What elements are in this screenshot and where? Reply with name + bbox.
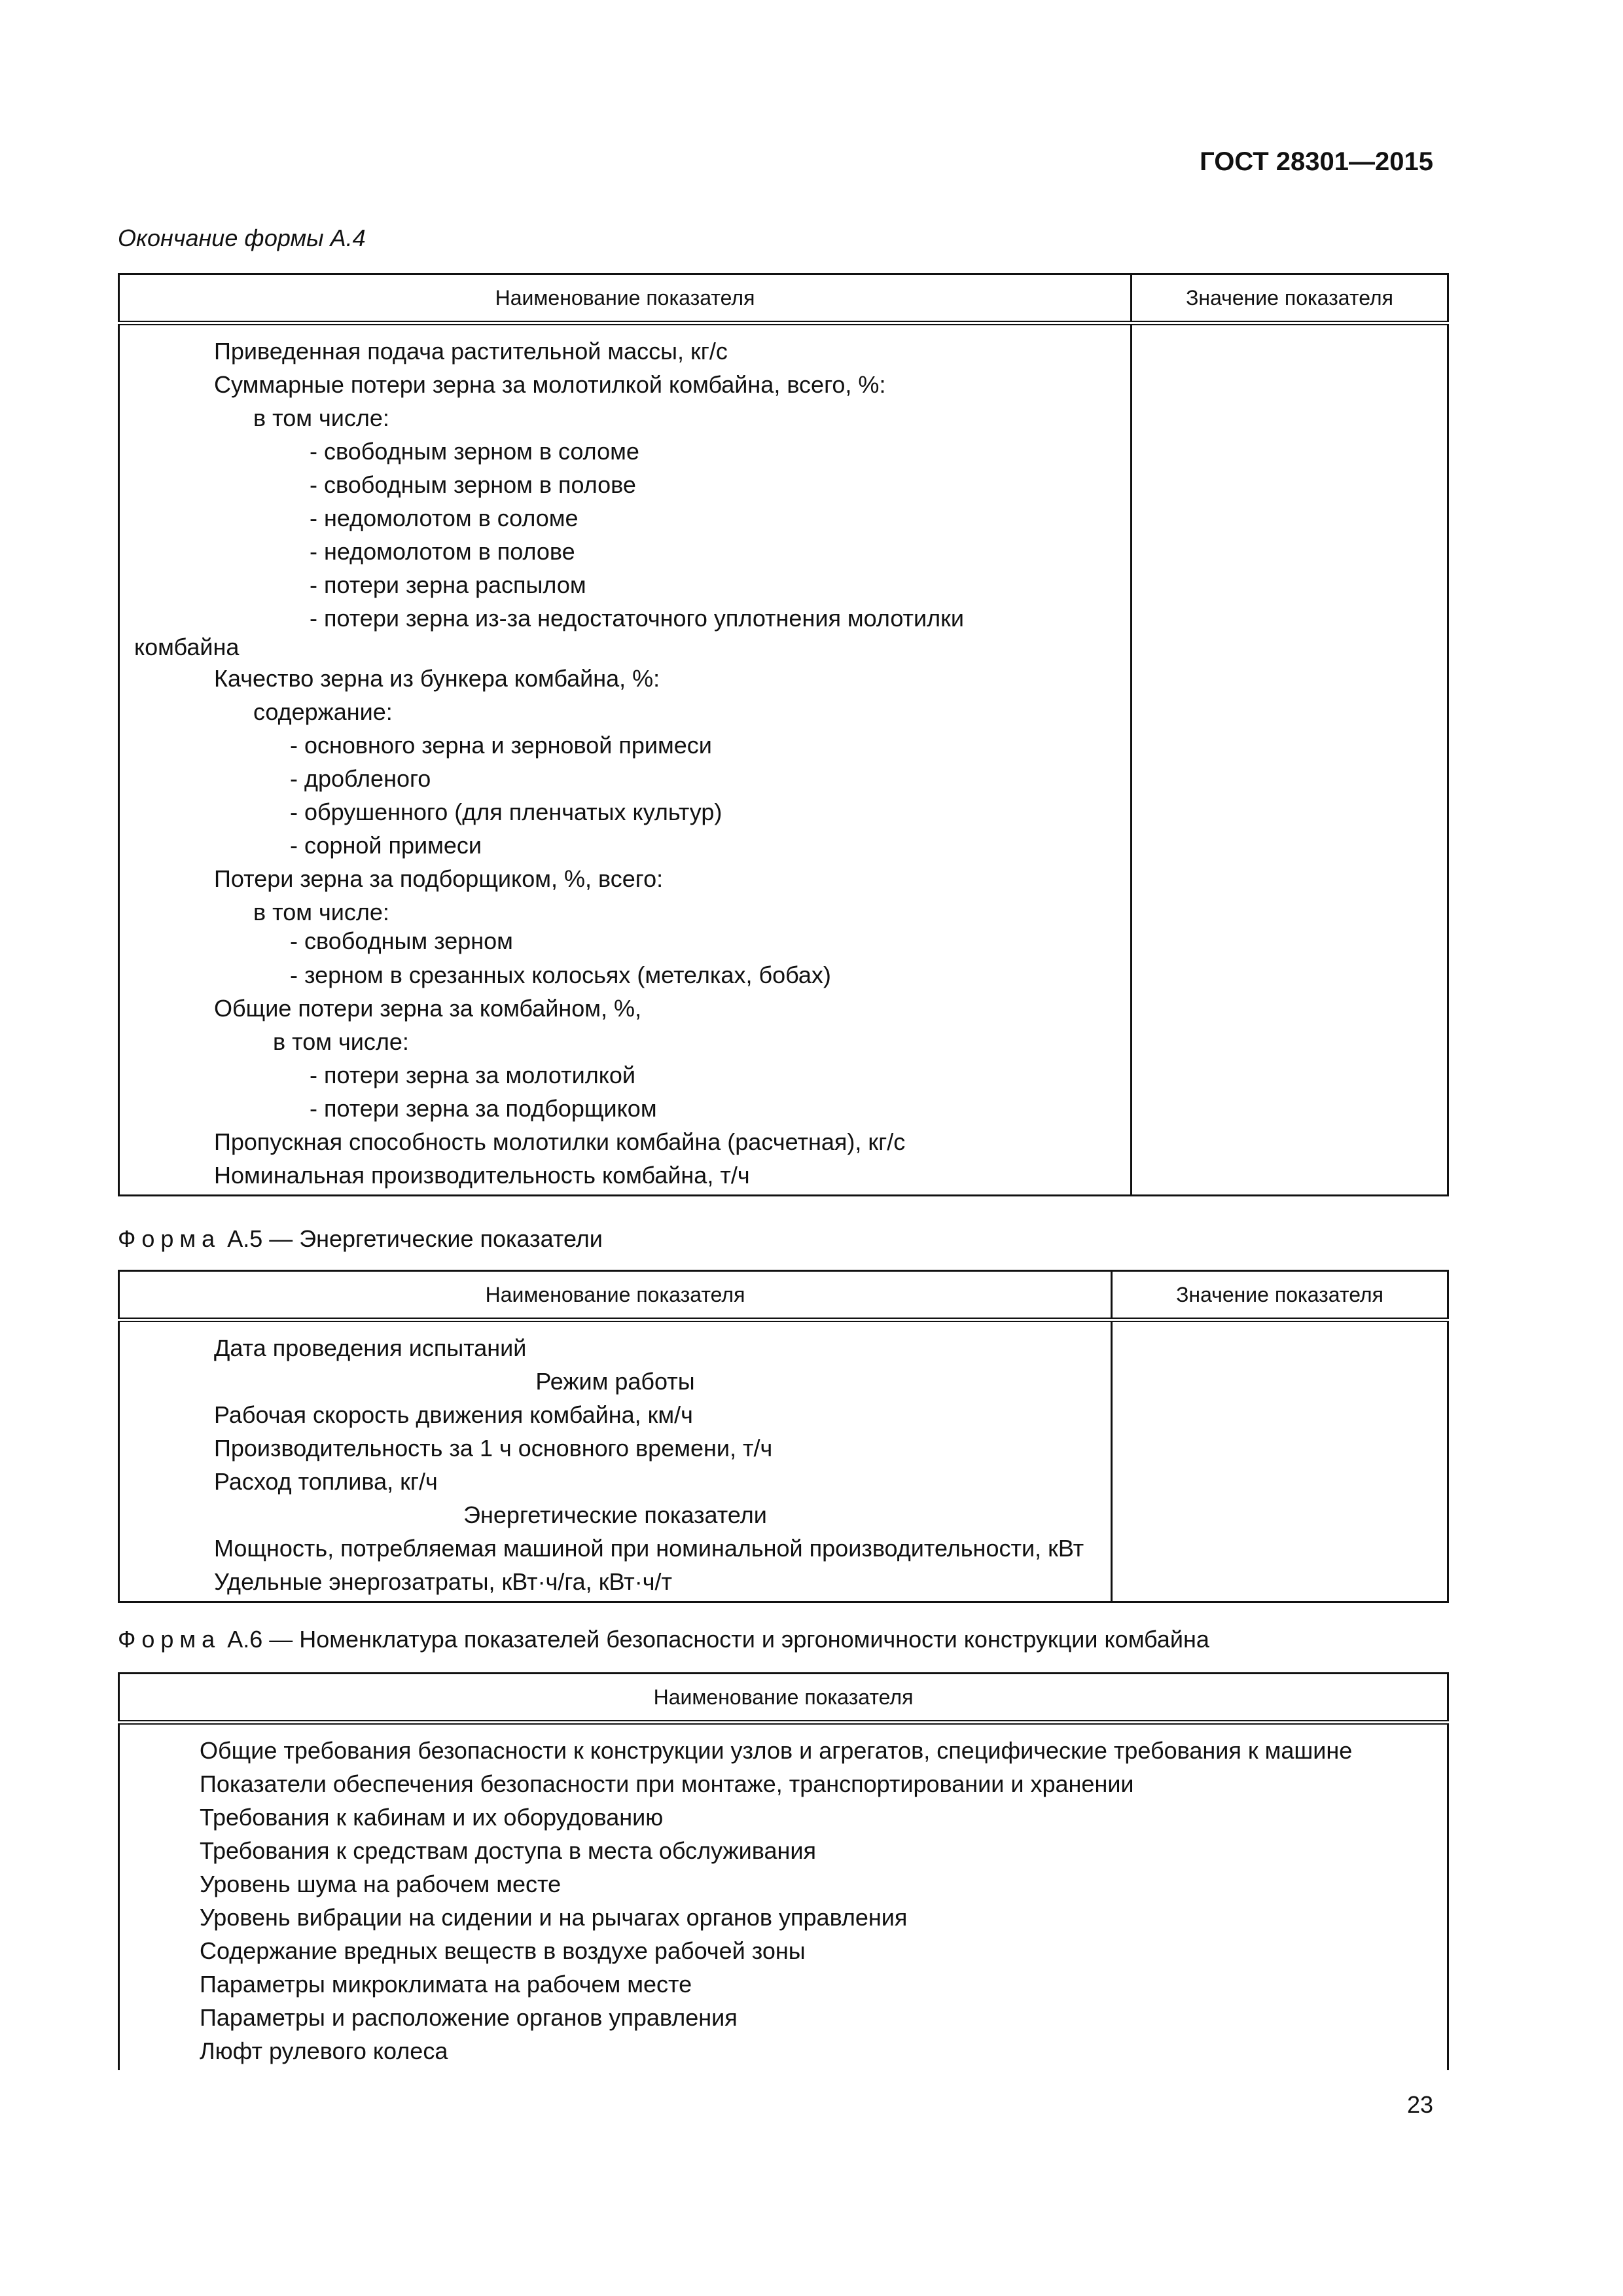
- table-row: Расход топлива, кг/ч: [214, 1468, 438, 1495]
- table-row: Мощность, потребляемая машиной при номинальной производительности, кВт: [214, 1535, 1084, 1562]
- form-label: Форма: [118, 1626, 221, 1653]
- form-a5-table: [118, 1270, 1449, 1603]
- table-row: в том числе:: [253, 404, 389, 431]
- table-row: Номинальная производительность комбайна, т/ч: [214, 1162, 750, 1189]
- table-row: - дробленого: [290, 765, 431, 792]
- table-row: Требования к средствам доступа в места обслуживания: [200, 1837, 816, 1864]
- table-row: - сорной примеси: [290, 832, 482, 859]
- column-header-name: Наименование показателя: [119, 1674, 1448, 1723]
- table-row: содержание:: [253, 698, 393, 725]
- table-row: - потери зерна за молотилкой: [310, 1062, 636, 1088]
- form-a5-title: [118, 1225, 603, 1253]
- table-row: Общие требования безопасности к конструкции узлов и агрегатов, специфические требования к машине: [200, 1737, 1353, 1764]
- table-row: Содержание вредных веществ в воздухе рабочей зоны: [200, 1937, 806, 1964]
- column-header-name: Наименование показателя: [119, 1271, 1112, 1320]
- form-a6-title: [118, 1626, 1209, 1653]
- table-row: Дата проведения испытаний: [214, 1335, 527, 1361]
- table-row: Параметры микроклимата на рабочем месте: [200, 1971, 692, 1998]
- table-row: Качество зерна из бункера комбайна, %:: [214, 665, 660, 692]
- column-header-name: Наименование показателя: [119, 274, 1132, 323]
- table-row: Параметры и расположение органов управления: [200, 2004, 738, 2031]
- form-title-text: А.6 — Номенклатура показателей безопасности и эргономичности конструкции комбайна: [227, 1626, 1209, 1653]
- form-a6-table: [118, 1672, 1449, 2070]
- table-row: - потери зерна распылом: [310, 571, 586, 598]
- form-label: Форма: [118, 1225, 221, 1252]
- table-row: - зерном в срезанных колосьях (метелках, бобах): [290, 961, 831, 988]
- indicator-values-cell: [1112, 1320, 1448, 1602]
- table-row: Суммарные потери зерна за молотилкой комбайна, всего, %:: [214, 371, 886, 398]
- table-row: - потери зерна из-за недостаточного уплотнения молотилки: [310, 605, 965, 632]
- table-row: - недомолотом в полове: [310, 538, 575, 565]
- table-row: - обрушенного (для пленчатых культур): [290, 798, 722, 825]
- table-row: Удельные энергозатраты, кВт·ч/га, кВт·ч/т: [214, 1568, 672, 1595]
- indicator-names-cell: [119, 1320, 1112, 1602]
- table-row: Пропускная способность молотилки комбайна (расчетная), кг/с: [214, 1128, 906, 1155]
- form-title-text: А.5 — Энергетические показатели: [227, 1225, 603, 1252]
- table-row: комбайна: [134, 634, 240, 660]
- standard-number: ГОСТ 28301—2015: [1200, 147, 1433, 176]
- table-row: Рабочая скорость движения комбайна, км/ч: [214, 1401, 693, 1428]
- table-row: - свободным зерном в соломе: [310, 438, 639, 465]
- table-row: - потери зерна за подборщиком: [310, 1095, 657, 1122]
- table-row: в том числе:: [273, 1028, 409, 1055]
- section-row: Энергетические показатели: [463, 1501, 767, 1528]
- column-header-value: Значение показателя: [1112, 1271, 1448, 1320]
- table-row: Показатели обеспечения безопасности при монтаже, транспортировании и хранении: [200, 1770, 1134, 1797]
- table-row: в том числе:: [253, 899, 389, 925]
- table-row: Уровень шума на рабочем месте: [200, 1871, 562, 1897]
- page-number: 23: [1406, 2091, 1433, 2118]
- table-row: - свободным зерном в полове: [310, 471, 636, 498]
- table-row: Люфт рулевого колеса: [200, 2037, 448, 2064]
- indicator-names-cell: [119, 1723, 1448, 2071]
- table-row: Приведенная подача растительной массы, кг/с: [214, 338, 728, 365]
- table-row: Требования к кабинам и их оборудованию: [200, 1804, 664, 1831]
- section-row: Режим работы: [535, 1368, 695, 1395]
- table-row: Производительность за 1 ч основного времени, т/ч: [214, 1435, 773, 1462]
- table-row: - недомолотом в соломе: [310, 505, 579, 531]
- indicator-names-cell: [119, 323, 1132, 1196]
- column-header-value: Значение показателя: [1132, 274, 1448, 323]
- table-row: Общие потери зерна за комбайном, %,: [214, 995, 642, 1022]
- form-a4-table: [118, 273, 1449, 1196]
- form-a4-continuation-caption: Окончание формы А.4: [118, 224, 366, 251]
- table-row: Уровень вибрации на сидении и на рычагах органов управления: [200, 1904, 908, 1931]
- table-row: Потери зерна за подборщиком, %, всего:: [214, 865, 664, 892]
- table-row: - свободным зерном: [290, 927, 513, 954]
- table-row: - основного зерна и зерновой примеси: [290, 732, 712, 759]
- indicator-values-cell: [1132, 323, 1448, 1196]
